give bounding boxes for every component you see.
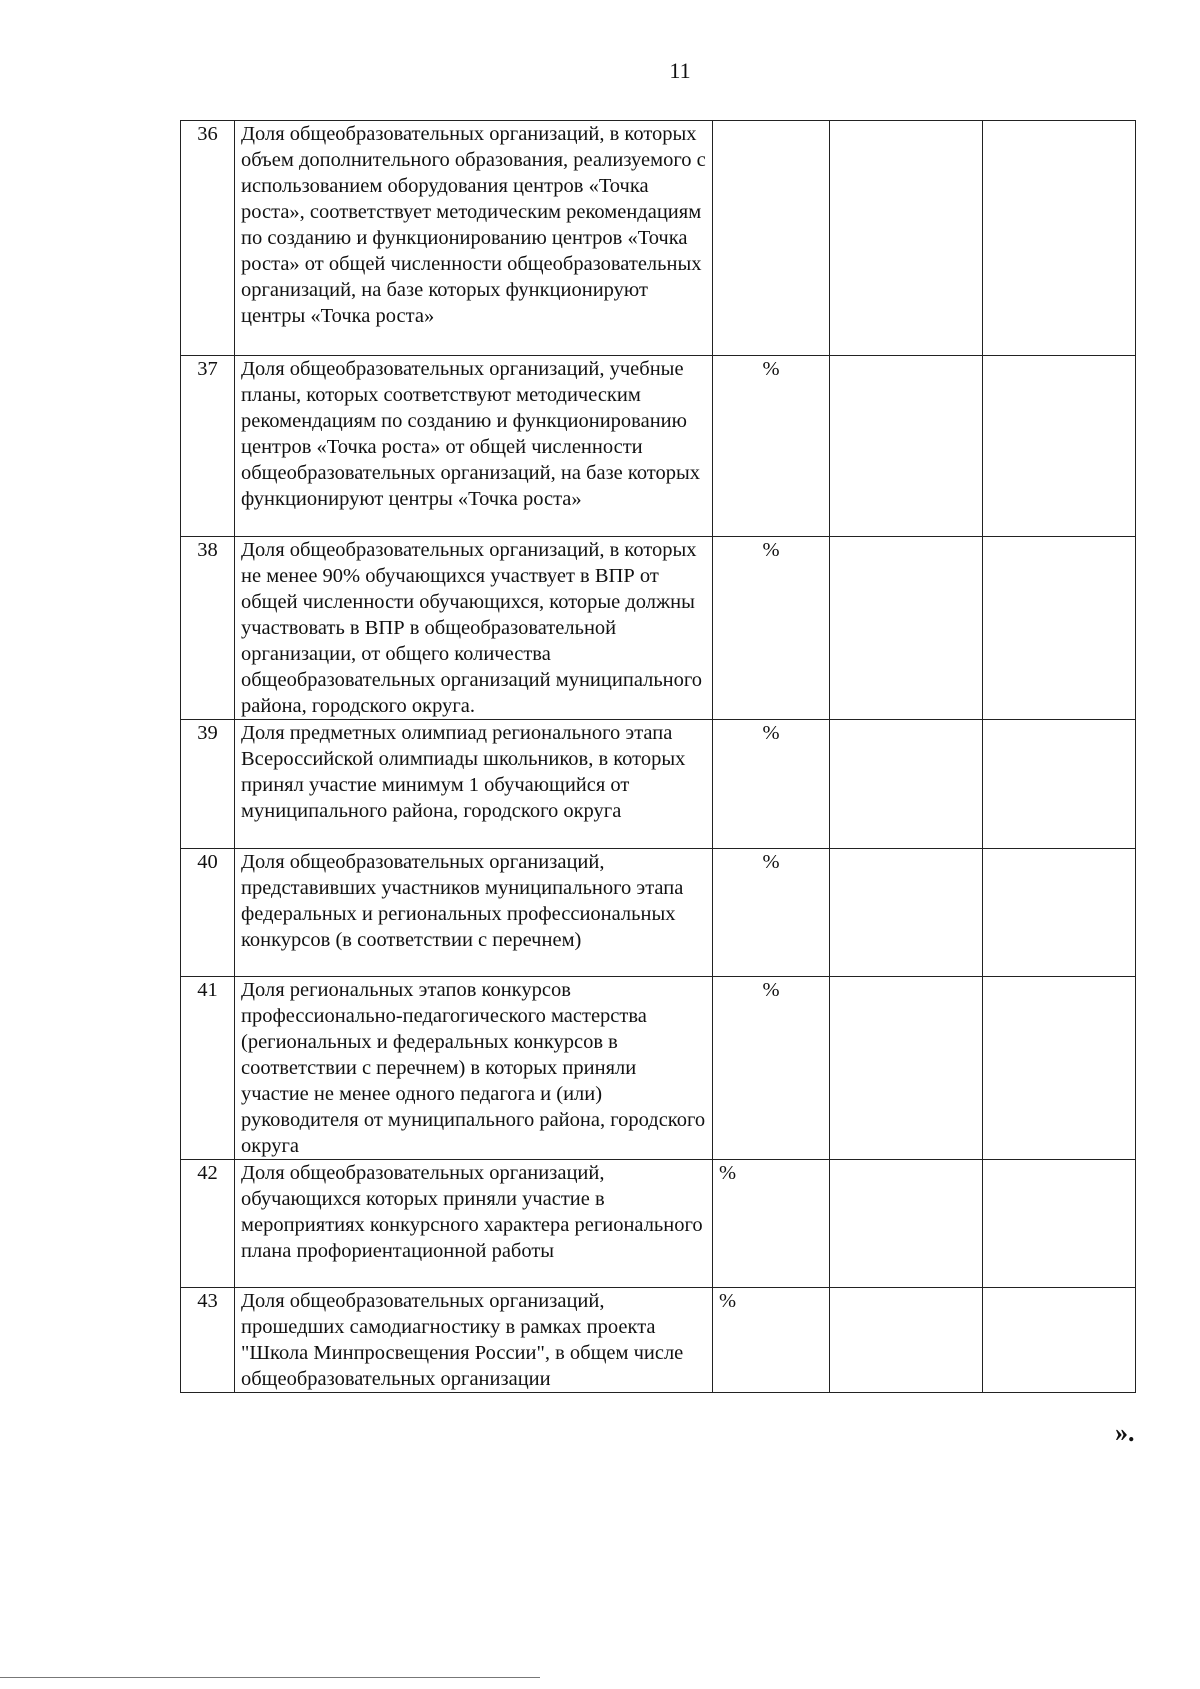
unit-cell: [713, 121, 830, 356]
unit-cell: %: [713, 537, 830, 720]
closing-quote: ».: [1115, 1418, 1135, 1447]
indicator-description: Доля общеобразовательных организаций, обучающихся которых приняли участие в мероприятиях конкурсного характера регионального плана профориентационной работы: [235, 1160, 713, 1288]
table-row: [181, 537, 1136, 720]
row-number: 43: [181, 1288, 235, 1393]
value-cell: [983, 1160, 1136, 1288]
indicator-description: Доля региональных этапов конкурсов профессионально-педагогического мастерства (региональных и федеральных конкурсов в соответствии с перечнем) в которых приняли участие не менее одного педагога и (или) руководителя от муниципального района, городского округа: [235, 977, 713, 1160]
value-cell: [830, 356, 983, 537]
value-cell: [830, 121, 983, 356]
indicator-description: Доля общеобразовательных организаций, учебные планы, которых соответствуют методическим рекомендациям по созданию и функционированию центров «Точка роста» от общей численности общеобразовательных организаций, на базе которых функционируют центры «Точка роста»: [235, 356, 713, 537]
table-row: [181, 121, 1136, 356]
row-number: 37: [181, 356, 235, 537]
row-number: 39: [181, 720, 235, 849]
indicator-description: Доля предметных олимпиад регионального этапа Всероссийской олимпиады школьников, в которых принял участие минимум 1 обучающийся от муниципального района, городского округа: [235, 720, 713, 849]
table-row: [181, 356, 1136, 537]
unit-cell: %: [713, 1160, 830, 1288]
value-cell: [830, 537, 983, 720]
unit-cell: %: [713, 720, 830, 849]
indicator-description: Доля общеобразовательных организаций, в которых объем дополнительного образования, реализуемого с использованием оборудования центров «Точка роста», соответствует методическим рекомендациям по созданию и функционированию центров «Точка роста» от общей численности общеобразовательных организаций, на базе которых функционируют центры «Точка роста»: [235, 121, 713, 356]
row-number: 41: [181, 977, 235, 1160]
value-cell: [983, 977, 1136, 1160]
table-row: [181, 1160, 1136, 1288]
value-cell: [830, 1288, 983, 1393]
value-cell: [983, 121, 1136, 356]
value-cell: [983, 537, 1136, 720]
indicator-description: Доля общеобразовательных организаций, в которых не менее 90% обучающихся участвует в ВПР от общей численности обучающихся, которые должны участвовать в ВПР в общеобразовательной организации, от общего количества общеобразовательных организаций муниципального района, городского округа.: [235, 537, 713, 720]
value-cell: [830, 720, 983, 849]
value-cell: [983, 1288, 1136, 1393]
indicator-description: Доля общеобразовательных организаций, прошедших самодиагностику в рамках проекта "Школа Минпросвещения России", в общем числе общеобразовательных организации: [235, 1288, 713, 1393]
indicator-description: Доля общеобразовательных организаций, представивших участников муниципального этапа федеральных и региональных профессиональных конкурсов (в соответствии с перечнем): [235, 849, 713, 977]
value-cell: [983, 356, 1136, 537]
divider: [0, 1677, 540, 1678]
value-cell: [983, 720, 1136, 849]
table-row: [181, 1288, 1136, 1393]
indicators-table: [180, 120, 1136, 1393]
value-cell: [830, 977, 983, 1160]
table-row: [181, 720, 1136, 849]
unit-cell: %: [713, 1288, 830, 1393]
row-number: 36: [181, 121, 235, 356]
unit-cell: %: [713, 977, 830, 1160]
row-number: 38: [181, 537, 235, 720]
unit-cell: %: [713, 356, 830, 537]
row-number: 40: [181, 849, 235, 977]
table-row: [181, 977, 1136, 1160]
row-number: 42: [181, 1160, 235, 1288]
value-cell: [830, 1160, 983, 1288]
value-cell: [830, 849, 983, 977]
value-cell: [983, 849, 1136, 977]
table-row: [181, 849, 1136, 977]
page-number: 11: [669, 58, 691, 83]
unit-cell: %: [713, 849, 830, 977]
